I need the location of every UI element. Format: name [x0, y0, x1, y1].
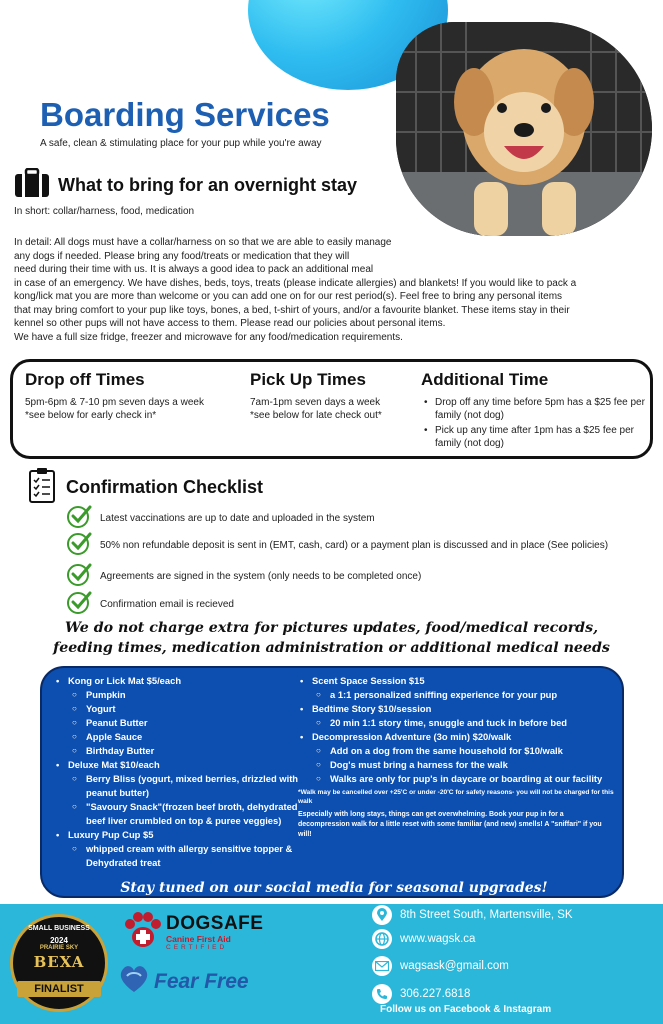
fear-free-logo [118, 964, 249, 999]
phone-icon [372, 984, 392, 1004]
detail-line: kong/lick mat you are more than welcome or you can add one on for our rest period(s). Feel free to bring any personal items [14, 291, 563, 302]
additional-item: • Pick up any time after 1pm has a $25 fee per family (not dog) [421, 424, 649, 450]
service-item: • Decompression Adventure (3o min) $20/walk [298, 730, 616, 744]
checklist-text: Latest vaccinations are up to date and uploaded in the system [100, 513, 375, 524]
checklist-heading-text: Confirmation Checklist [66, 477, 264, 497]
service-item: • Bedtime Story $10/session [298, 702, 616, 716]
detail-line: need during their time with us. It is always a good idea to pack an additional meal [14, 264, 374, 275]
check-icon [66, 589, 92, 620]
service-option: ○ 20 min 1:1 story time, snuggle and tuck in before bed [298, 716, 616, 730]
dogsafe-logo [122, 912, 263, 953]
service-option: ○ Birthday Butter [54, 744, 312, 758]
page-tagline: A safe, clean & stimulating place for your pup while you're away [40, 138, 322, 149]
service-option: ○ Walks are only for pup's in daycare or boarding at our facility [298, 772, 616, 786]
bring-heading [14, 168, 357, 203]
service-option: ○ Pumpkin [54, 688, 312, 702]
paw-icon [122, 912, 162, 953]
additional-item: • Drop off any time before 5pm has a $25 fee per family (not dog) [421, 396, 649, 422]
check-icon [66, 561, 92, 592]
service-option: ○ Yogurt [54, 702, 312, 716]
pickup-line: 7am-1pm seven days a week [250, 397, 381, 408]
no-charge-line: We do not charge extra for pictures updates, food/medical records, [64, 620, 599, 636]
additional-heading: Additional Time [421, 370, 549, 389]
service-option: ○ a 1:1 personalized sniffing experience for your pup [298, 688, 616, 702]
service-option: ○ whipped cream with allergy sensitive topper & Dehydrated treat [54, 842, 312, 870]
contact-website[interactable] [372, 929, 475, 949]
fear-free-text: Fear Free [154, 969, 249, 993]
dogsafe-cert: CERTIFIED [166, 943, 228, 951]
mail-icon [372, 956, 392, 976]
globe-icon [372, 929, 392, 949]
dog-photo [396, 22, 652, 236]
check-icon [66, 530, 92, 561]
contact-email[interactable] [372, 956, 509, 976]
services-left-column [54, 674, 312, 870]
service-option: ○ Peanut Butter [54, 716, 312, 730]
badge-year: 2024 [50, 936, 68, 945]
phone-text[interactable]: 306.227.6818 [400, 988, 471, 1000]
bring-short: In short: collar/harness, food, medication [14, 206, 195, 217]
services-right-column [298, 674, 616, 840]
services-box [40, 666, 624, 898]
service-option: ○ Dog's must bring a harness for the walk [298, 758, 616, 772]
dropoff-heading: Drop off Times [25, 370, 145, 389]
badge-line: SMALL BUSINESS [28, 925, 90, 932]
walk-note: *Walk may be cancelled over +25'C or under -20'C for safety reasons- you will not be charged for this walk [298, 789, 614, 805]
website-link[interactable]: www.wagsk.ca [400, 933, 476, 945]
dropoff-note: *see below for early check in* [25, 410, 157, 421]
clipboard-icon [28, 467, 56, 508]
bexa-award-badge [10, 914, 108, 1012]
service-item: • Scent Space Session $15 [298, 674, 616, 688]
bring-heading-text: What to bring for an overnight stay [58, 175, 358, 195]
checklist-text: Agreements are signed in the system (only needs to be completed once) [100, 571, 422, 582]
detail-line: in case of an emergency. We have dishes, beds, toys, treats (please indicate allergies) and blankets! If you would like to pack a [14, 277, 577, 289]
dropoff-column [25, 370, 255, 422]
checklist-item [66, 589, 620, 620]
times-box [10, 359, 653, 459]
pickup-note: *see below for late check out* [250, 410, 382, 421]
location-icon [372, 905, 392, 925]
service-option: ○ "Savoury Snack"(frozen beef broth, dehydrated beef liver crumbled on top & puree veggies) [54, 800, 312, 828]
checklist-text: Confirmation email is recieved [100, 599, 234, 610]
follow-us: Follow us on Facebook & Instagram [380, 1004, 552, 1015]
dogsafe-tag: Canine First Aid [166, 933, 231, 944]
contact-address [372, 905, 573, 925]
checklist-heading [28, 467, 263, 508]
detail-line: We have a full size fridge, freezer and microwave for any food/medication requirements. [14, 331, 403, 343]
service-item: • Luxury Pup Cup $5 [54, 828, 312, 842]
service-item: • Deluxe Mat $10/each [54, 758, 312, 772]
service-option: ○ Add on a dog from the same household for $10/walk [298, 744, 616, 758]
pickup-column [250, 370, 420, 422]
long-stay-note: Especially with long stays, things can get overwhelming. Book your pup in for a decompression walk for a little reset with some familiar (and new) smells! A "sniffari" if you will! [298, 811, 602, 838]
detail-line: any dogs if needed. Please bring any food/treats or medication that they will [14, 250, 350, 262]
stay-tuned-banner: Stay tuned on our social media for seasonal upgrades! [120, 880, 548, 896]
contact-phone[interactable] [372, 984, 470, 1004]
email-link[interactable]: wagsask@gmail.com [400, 960, 509, 972]
heart-icon [118, 964, 150, 999]
checklist-text: 50% non refundable deposit is sent in (EMT, cash, card) or a payment plan is discussed and in place (See policies) [100, 540, 609, 551]
detail-line: that may bring comfort to your pup like toys, bones, a bed, t-shirt of yours, and/or a favourite blanket. These items stay in their [14, 304, 570, 316]
service-option: ○ Berry Bliss (yogurt, mixed berries, drizzled with peanut butter) [54, 772, 312, 800]
detail-line: In detail: All dogs must have a collar/harness on so that we are able to easily manage [14, 237, 392, 248]
service-option: ○ Apple Sauce [54, 730, 312, 744]
page-title: Boarding Services [40, 96, 330, 133]
bring-detail [14, 236, 654, 344]
dogsafe-name: DOGSAFE [166, 912, 264, 934]
detail-line: kennel so other pups will not have access to them. Please read our policies about personal items. [14, 318, 446, 329]
checklist-item [66, 530, 620, 561]
no-charge-statement [0, 618, 663, 658]
pickup-heading: Pick Up Times [250, 370, 366, 389]
badge-sub: PRAIRIE SKY [39, 945, 79, 951]
address-text: 8th Street South, Martensville, SK [400, 909, 573, 921]
badge-bexa: BEXA [33, 953, 85, 971]
service-item: • Kong or Lick Mat $5/each [54, 674, 312, 688]
no-charge-line: feeding times, medication administration or additional medical needs [53, 640, 610, 656]
dropoff-line: 5pm-6pm & 7-10 pm seven days a week [25, 397, 204, 408]
additional-column [421, 370, 649, 452]
checklist-item [66, 561, 620, 592]
suitcase-icon [14, 168, 50, 203]
badge-finalist: FINALIST [17, 981, 101, 997]
